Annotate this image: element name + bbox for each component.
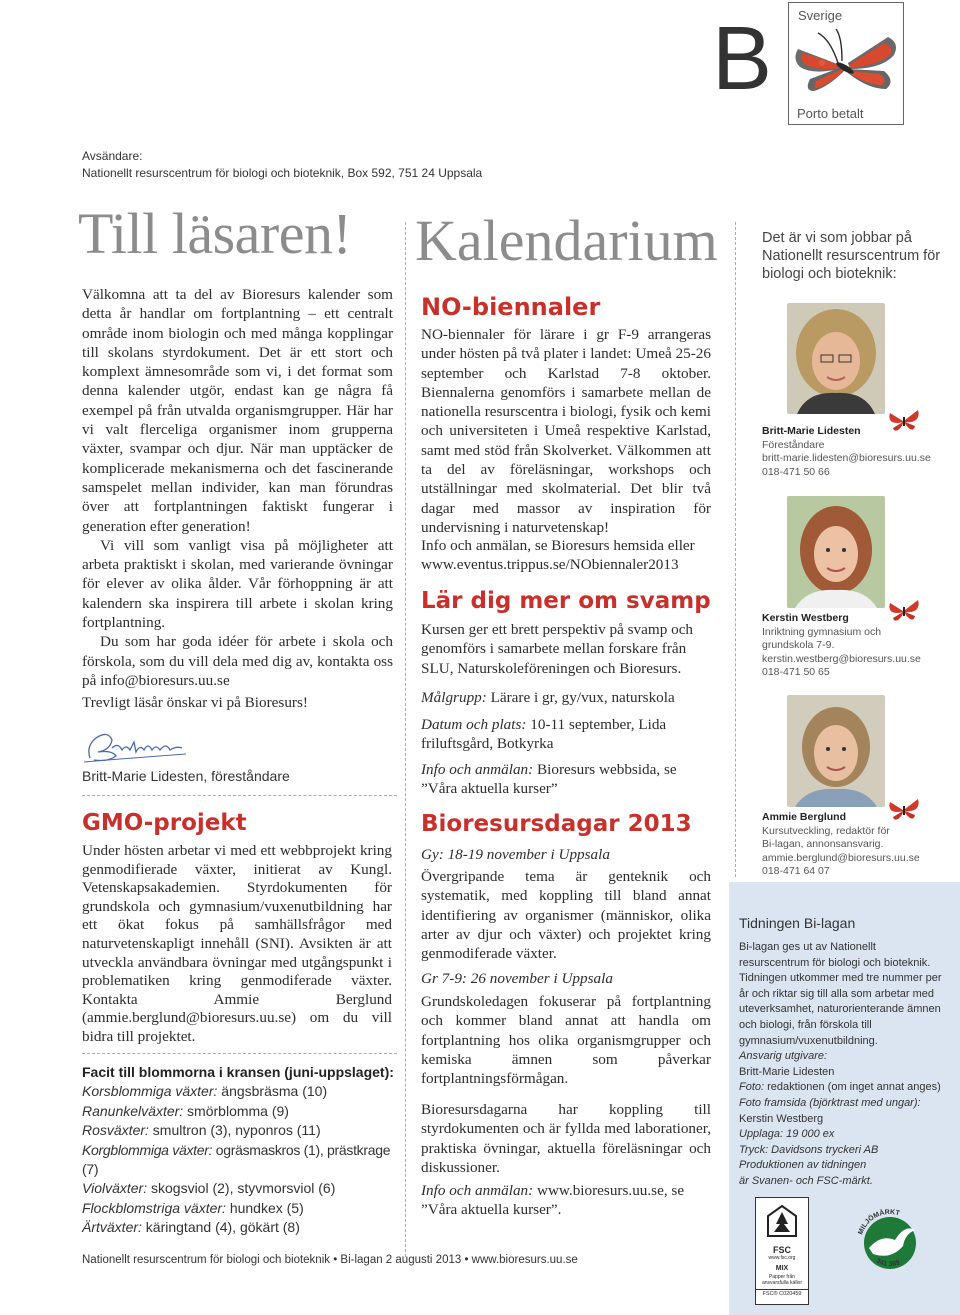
divider-col2: [735, 222, 736, 877]
sender-block: [82, 148, 482, 182]
facit-row: [82, 1199, 402, 1218]
facit-family: Korsblommiga växter:: [82, 1083, 218, 1100]
signature-image: [82, 728, 192, 766]
staff-email[interactable]: britt-marie.lidesten@bioresurs.uu.se: [762, 452, 931, 465]
staff-card-britt-marie: [762, 425, 952, 479]
facit-row: [82, 1102, 402, 1121]
stamp-porto: Porto betalt: [797, 106, 864, 121]
staff-email[interactable]: ammie.berglund@bioresurs.uu.se: [762, 851, 920, 864]
fsc-paper: Papper från ansvarsfulla källor: [761, 1274, 803, 1286]
svamp-heading: Lär dig mer om svamp: [421, 588, 711, 614]
foto-framsida-name: Kerstin Westberg: [739, 1112, 824, 1125]
divider-gmo: [82, 795, 397, 796]
bioresursdagar-heading: Bioresursdagar 2013: [421, 811, 692, 837]
ansvarig-label: Ansvarig utgivare:: [739, 1050, 828, 1063]
staff-card-kerstin: [762, 612, 952, 680]
facit-plants: smörblomma (9): [183, 1102, 289, 1119]
facit-family: Rosväxter:: [82, 1122, 149, 1139]
facit-family: Violväxter:: [82, 1180, 148, 1197]
produktion: Produktionen av tidningen är Svanen- och FSC-märkt.: [739, 1159, 873, 1187]
facit-family: Ärtväxter:: [82, 1219, 142, 1236]
svanen-ecolabel-logo: [851, 1204, 929, 1282]
no-biennaler-info: Info och anmälan, se Bioresurs hemsida eller www.eventus.trippus.se/NObiennaler2013: [421, 537, 695, 574]
intro-paragraph-2: Vi vill som vanligt visa på möjligheter att arbeta praktiskt i skolan, med varierande övningar för elever av olika ålder. Vår förhoppning är att kalendern ska inspirera till arbete i skolan kring fortplantning.: [82, 536, 393, 632]
staff-role: Inriktning gymnasium och grundskola 7-9.: [762, 625, 882, 652]
fsc-tree-icon: [762, 1202, 802, 1240]
divider-col1: [405, 222, 406, 1257]
facit-family: Ranunkelväxter:: [82, 1102, 184, 1119]
svamp-malgrupp-label: Målgrupp:: [421, 689, 487, 706]
staff-name: Kerstin Westberg: [762, 612, 849, 624]
staff-role: Kursutveckling, redaktör för Bi-lagan, annonsansvarig.: [762, 824, 890, 851]
bioresursdagar-text-2: Grundskoledagen fokuserar på fortplantning och kommer bland annat att handla om fortplantning hos olika organismgrupper och kemiska ämnen som påverkar fortplantningsförmågan.: [421, 993, 711, 1088]
butterfly-stamp-icon: [792, 25, 902, 97]
intro-paragraph-1: Välkomna att ta del av Bioresurs kalender som detta år handlar om fortplantning – ett centralt område inom biologin och med många kopplingar till skolans styrdokument. Det är ett stort och komplext ämnesområde som vi, i det format som denna kalender utgör, endast kan ge några få exempel på från utvalda organismgrupper. Här har vi valt flerceliga organismer inom grupperna växter, svampar och djur. När man upptäcker de komplicerade mekanismerna och det fascinerande samspelet mellan individer, kan man förundras över att fortplantningen faktiskt fungerar i generation efter generation!: [82, 286, 393, 535]
staff-phone: 018-471 64 07: [762, 865, 830, 878]
photo-britt-marie: [787, 303, 885, 414]
fsc-url: www.fsc.org: [768, 1255, 796, 1261]
foto-credit: [739, 1080, 944, 1096]
bioresursdagar-gy: [421, 845, 711, 864]
page-title-till-lasaren: Till läsaren!: [78, 201, 352, 266]
intro-paragraph-3: Du som har goda idéer för arbete i skola och förskola, som du vill dela med dig av, kontakta oss på info@bioresurs.uu.se: [82, 633, 393, 689]
facit-row: [82, 1179, 402, 1198]
bilagan-title: Tidningen Bi-lagan: [739, 915, 856, 931]
svamp-datum-label: Datum och plats:: [421, 716, 527, 733]
photo-ammie: [787, 695, 885, 807]
facit-row: [82, 1218, 402, 1237]
staff-role: Föreståndare: [762, 438, 825, 451]
svamp-datum-value: 10-11 september, Lida friluftsgård, Botkyrka: [421, 716, 667, 753]
bioresursdagar-gr: [421, 969, 711, 988]
gmo-heading: GMO-projekt: [82, 810, 247, 836]
facit-plants: hundkex (5): [225, 1199, 304, 1216]
facit-row: [82, 1121, 402, 1140]
intro-text: [82, 285, 393, 713]
staff-name: Britt-Marie Lidesten: [762, 425, 861, 437]
postage-stamp: [788, 2, 904, 125]
svanen-number: 341 369: [874, 1257, 901, 1269]
facit-plants: smultron (3), nyponros (11): [148, 1122, 321, 1139]
bioresursdagar-gr-text: Gr 7-9: 26 november i Uppsala: [421, 970, 613, 987]
svamp-info-label: Info och anmälan:: [421, 761, 534, 778]
sender-label: Avsändare:: [82, 149, 143, 163]
staff-card-ammie: [762, 811, 952, 879]
photo-kerstin: [787, 496, 885, 608]
divider-facit: [82, 1053, 397, 1054]
bilagan-info-box: [729, 882, 960, 1315]
svanen-label: MILJÖMÄRKT: [857, 1208, 901, 1236]
facit-heading: Facit till blommorna i kransen (juni-uppslaget):: [82, 1064, 394, 1080]
facit-box: [82, 1063, 402, 1238]
svamp-datum: [421, 715, 711, 754]
svamp-text: Kursen ger ett brett perspektiv på svamp och genomförs i samarbete mellan forskare från SLU, Naturskoleföreningen och Bioresurs.: [421, 621, 694, 677]
letter-b: B: [712, 9, 773, 109]
facit-row: [82, 1141, 402, 1180]
page-title-kalendarium: Kalendarium: [415, 208, 718, 273]
bioresursdagar-info-value: www.bioresurs.uu.se, se ”Våra aktuella kurser”.: [421, 1182, 685, 1219]
stamp-country: Sverige: [798, 8, 843, 23]
bioresursdagar-text-1: Övergripande tema är genteknik och systematik, med koppling till bland annat identifiering av organismer (människor, olika arter av djur och växter) och projektet kring genmodiferade växter.: [421, 868, 711, 963]
signature-name: Britt-Marie Lidesten, föreståndare: [82, 768, 290, 784]
fsc-code: FSC® C020459: [756, 1289, 808, 1299]
svamp-malgrupp: [421, 688, 711, 707]
bilagan-details: [739, 940, 944, 1190]
no-biennaler-heading: NO-biennaler: [421, 293, 601, 321]
staff-email[interactable]: kerstin.westberg@bioresurs.uu.se: [762, 652, 921, 665]
ansvarig-name: Britt-Marie Lidesten: [739, 1065, 835, 1078]
staff-phone: 018-471 50 66: [762, 465, 830, 478]
upplaga: Upplaga: 19 000 ex: [739, 1128, 835, 1141]
foto-framsida-label: Foto framsida (björktrast med ungar):: [739, 1096, 921, 1109]
fsc-text: FSC: [773, 1245, 791, 1255]
foto-label: Foto:: [739, 1081, 765, 1094]
facit-family: Flockblomstriga växter:: [82, 1199, 226, 1216]
staff-intro: Det är vi som jobbar på Nationellt resurscentrum för biologi och bioteknik:: [762, 230, 941, 282]
tryck: Tryck: Davidsons tryckeri AB: [739, 1143, 879, 1156]
svamp-info: [421, 760, 711, 799]
gmo-text: Under hösten arbetar vi med ett webbprojekt kring genmodifierade växter, initierat av Kungl. Vetenskapsakademien. Styrdokumenten för grundskola och gymnasium/vuxenutbildning har ett ökat fokus på samhällsfrågor med naturvetenskapligt innehåll (SNI). Avsikten är att utveckla användbara övningar med utgångspunkt i problematiken kring genmodiferade växter. Kontakta Ammie Berglund (ammie.berglund@bioresurs.uu.se) om du vill bidra till projektet.: [82, 842, 392, 1045]
intro-paragraph-4: Trevligt läsår önskar vi på Bioresurs!: [82, 694, 308, 712]
no-biennaler-text: NO-biennaler för lärare i gr F-9 arrangeras under hösten på två plater i landet: Umeå 25-26 september och Karlstad 7-8 oktober. Biennalerna genomförs i samarbete mellan de nationella resurscentra i biologi, fysik och kemi och universiteten i Umeå respektive Karlstad, samt med stöd från Skolverket. Välkommen att ta del av föreläsningar, workshops och utställningar med skolmaterial. Det blir två dagar med massor av inspiration för undervisning i naturvetenskap!: [421, 326, 711, 536]
facit-plants: ogräsmaskros (1), prästkrage (7): [82, 1141, 391, 1178]
facit-plants: ängsbräsma (10): [217, 1083, 328, 1100]
fsc-logo: [755, 1197, 809, 1305]
facit-plants: skogsviol (2), styvmorsviol (6): [147, 1180, 336, 1197]
bilagan-description: Bi-lagan ges ut av Nationellt resurscentrum för biologi och bioteknik. Tidningen utkommer med tre nummer per år och riktar sig till alla som arbetar med uteverksamhet, naturorienterande ämnen och biologi, från förskola till gymnasium/vuxenutbildning.: [739, 941, 942, 1047]
staff-phone: 018-471 50 65: [762, 666, 830, 679]
bioresursdagar-info-label: Info och anmälan:: [421, 1182, 534, 1199]
sender-address: Nationellt resurscentrum för biologi och bioteknik, Box 592, 751 24 Uppsala: [82, 166, 483, 180]
facit-plants: käringtand (4), gökärt (8): [141, 1219, 300, 1236]
bioresursdagar-info: [421, 1181, 711, 1220]
facit-family: Korgblommiga växter:: [82, 1141, 213, 1158]
bioresursdagar-gy-text: Gy: 18-19 november i Uppsala: [421, 846, 610, 863]
svamp-malgrupp-value: Lärare i gr, gy/vux, naturskola: [486, 689, 675, 706]
footer-text: Nationellt resurscentrum för biologi och bioteknik • Bi-lagan 2 augusti 2013 • www.bioresurs.uu.se: [82, 1254, 578, 1266]
foto-value: redaktionen (om inget annat anges): [764, 1081, 941, 1094]
fsc-mix: MIX: [775, 1265, 789, 1272]
bioresursdagar-text-3: Bioresursdagarna har koppling till styrdokumenten och är fyllda med laborationer, praktiska övningar, aktuella föreläsningar och diskussioner.: [421, 1101, 711, 1176]
staff-name: Ammie Berglund: [762, 811, 847, 823]
svamp-info-value: Bioresurs webbsida, se ”Våra aktuella kurser”: [421, 761, 677, 798]
facit-row: [82, 1082, 402, 1101]
